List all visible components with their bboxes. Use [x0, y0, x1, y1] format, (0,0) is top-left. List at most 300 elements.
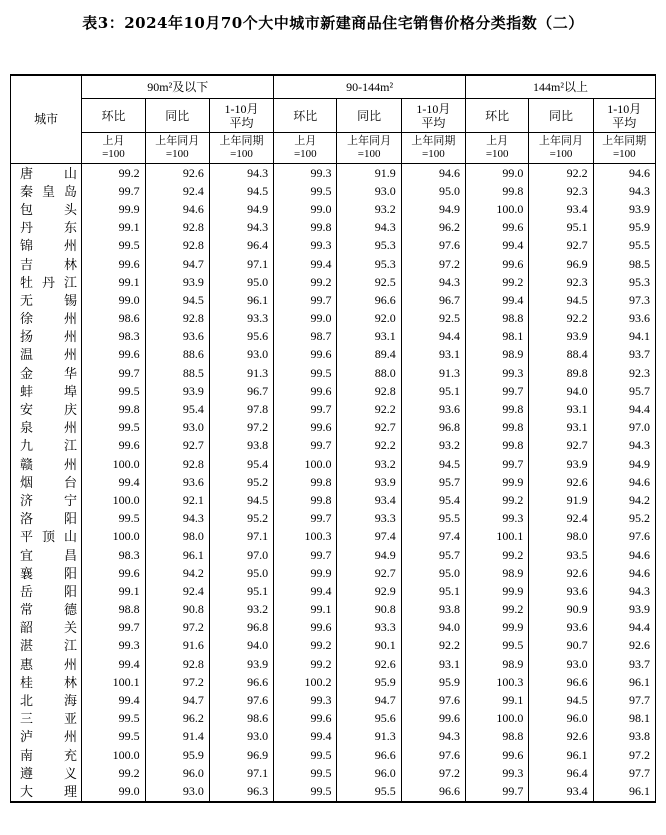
value-cell: 99.1 [274, 601, 337, 619]
value-cell: 99.3 [466, 364, 529, 382]
value-cell: 99.3 [274, 164, 337, 183]
city-cell [11, 637, 82, 655]
value-cell: 95.0 [401, 564, 465, 582]
value-cell: 99.9 [466, 619, 529, 637]
value-cell: 99.8 [274, 491, 337, 509]
value-cell: 95.7 [401, 546, 465, 564]
header-base-row [11, 133, 656, 164]
value-cell: 99.3 [466, 510, 529, 528]
table-row [11, 564, 656, 582]
table-row [11, 601, 656, 619]
value-cell: 99.7 [274, 291, 337, 309]
value-cell: 95.6 [337, 710, 401, 728]
city-char: 岳 [20, 583, 34, 599]
value-cell: 99.2 [466, 546, 529, 564]
city-cell [11, 200, 82, 218]
value-cell: 94.5 [209, 182, 273, 200]
value-cell: 91.4 [145, 728, 209, 746]
base-column-header [337, 133, 401, 164]
value-cell: 99.5 [82, 419, 145, 437]
city-char: 州 [63, 238, 77, 254]
city-char: 赣 [20, 456, 34, 472]
base-header-line: =100 [230, 148, 253, 160]
sub-column-header [401, 99, 465, 133]
value-cell: 93.0 [145, 419, 209, 437]
city-name [20, 639, 77, 652]
city-char: 桂 [20, 674, 34, 690]
value-cell: 96.6 [529, 673, 593, 691]
city-char: 昌 [63, 547, 77, 563]
value-cell: 95.6 [209, 328, 273, 346]
value-cell: 91.3 [401, 364, 465, 382]
value-cell: 92.2 [337, 437, 401, 455]
sub-header-line: 环比 [485, 108, 510, 123]
value-cell: 99.1 [466, 691, 529, 709]
value-cell: 94.9 [337, 546, 401, 564]
city-char: 阳 [63, 583, 77, 599]
city-char: 林 [63, 256, 77, 272]
value-cell: 94.3 [145, 510, 209, 528]
city-name [20, 549, 77, 562]
value-cell: 92.6 [593, 637, 655, 655]
value-cell: 94.3 [593, 182, 655, 200]
city-char: 丹 [20, 220, 34, 236]
sub-column-header [145, 99, 209, 133]
value-cell: 93.0 [209, 728, 273, 746]
city-cell [11, 582, 82, 600]
value-cell: 97.2 [401, 764, 465, 782]
value-cell: 99.8 [466, 419, 529, 437]
base-header-line: 上月 [294, 135, 317, 147]
table-row [11, 510, 656, 528]
city-char: 锦 [20, 238, 34, 254]
city-cell [11, 182, 82, 200]
sub-column-header [82, 99, 145, 133]
value-cell: 94.5 [145, 291, 209, 309]
table-row [11, 728, 656, 746]
city-char: 韶 [20, 620, 34, 636]
value-cell: 96.1 [209, 291, 273, 309]
value-cell: 93.0 [145, 782, 209, 801]
value-cell: 99.6 [274, 419, 337, 437]
city-char: 庆 [63, 402, 77, 418]
sub-header-line: 同比 [357, 108, 382, 123]
base-header-line: 上月 [486, 135, 509, 147]
city-cell [11, 710, 82, 728]
value-cell: 95.0 [209, 564, 273, 582]
city-name [20, 276, 77, 289]
city-cell [11, 400, 82, 418]
city-name [20, 621, 77, 634]
value-cell: 94.7 [337, 691, 401, 709]
value-cell: 93.6 [529, 582, 593, 600]
value-cell: 93.9 [593, 601, 655, 619]
value-cell: 97.1 [209, 528, 273, 546]
sub-column-header [337, 99, 401, 133]
value-cell: 97.7 [593, 764, 655, 782]
value-cell: 98.9 [466, 564, 529, 582]
sub-header-line: 1-10月 [416, 101, 451, 116]
value-cell: 99.5 [82, 728, 145, 746]
table-row [11, 310, 656, 328]
value-cell: 99.7 [274, 400, 337, 418]
city-cell [11, 255, 82, 273]
city-cell [11, 273, 82, 291]
value-cell: 99.6 [274, 710, 337, 728]
city-name [20, 203, 77, 216]
value-cell: 99.5 [274, 364, 337, 382]
value-cell: 96.1 [593, 782, 655, 801]
value-cell: 99.2 [274, 655, 337, 673]
value-cell: 99.5 [82, 382, 145, 400]
value-cell: 99.3 [466, 764, 529, 782]
value-cell: 98.0 [529, 528, 593, 546]
sub-header-line: 平均 [421, 115, 446, 130]
value-cell: 95.1 [401, 382, 465, 400]
value-cell: 92.7 [337, 564, 401, 582]
value-cell: 99.1 [82, 582, 145, 600]
city-char: 扬 [20, 329, 34, 345]
value-cell: 98.5 [593, 255, 655, 273]
city-name [20, 585, 77, 598]
city-char: 大 [20, 783, 34, 799]
city-cell [11, 219, 82, 237]
city-char: 华 [63, 365, 77, 381]
sub-header-line: 同比 [165, 108, 190, 123]
value-cell: 93.2 [337, 200, 401, 218]
value-cell: 99.6 [274, 619, 337, 637]
city-char: 充 [63, 747, 77, 763]
value-cell: 98.6 [209, 710, 273, 728]
value-cell: 99.6 [466, 255, 529, 273]
city-cell [11, 291, 82, 309]
value-cell: 92.0 [337, 310, 401, 328]
value-cell: 100.3 [274, 528, 337, 546]
value-cell: 94.9 [401, 200, 465, 218]
city-name [20, 239, 77, 252]
value-cell: 93.1 [529, 400, 593, 418]
city-char: 州 [63, 420, 77, 436]
value-cell: 100.2 [274, 673, 337, 691]
base-header-line: =100 [102, 148, 125, 160]
value-cell: 94.3 [209, 219, 273, 237]
city-char: 济 [20, 492, 34, 508]
city-cell [11, 546, 82, 564]
city-name [20, 458, 77, 471]
base-header-line: 上年同期 [219, 135, 264, 147]
city-char: 林 [63, 674, 77, 690]
value-cell: 95.7 [593, 382, 655, 400]
value-cell: 93.1 [337, 328, 401, 346]
value-cell: 99.3 [274, 237, 337, 255]
city-char: 宁 [63, 492, 77, 508]
city-char: 秦 [20, 183, 34, 199]
value-cell: 94.1 [593, 328, 655, 346]
value-cell: 94.2 [145, 564, 209, 582]
value-cell: 96.6 [337, 291, 401, 309]
value-cell: 99.7 [274, 510, 337, 528]
city-char: 关 [63, 620, 77, 636]
value-cell: 99.7 [82, 619, 145, 637]
city-char: 牡 [20, 274, 34, 290]
city-cell [11, 328, 82, 346]
value-cell: 92.5 [337, 273, 401, 291]
value-cell: 99.5 [274, 746, 337, 764]
city-char: 遵 [20, 765, 34, 781]
base-header-line: =100 [422, 148, 445, 160]
value-cell: 95.5 [401, 510, 465, 528]
value-cell: 91.9 [337, 164, 401, 183]
value-cell: 99.6 [274, 346, 337, 364]
table-row [11, 782, 656, 801]
value-cell: 96.2 [401, 219, 465, 237]
city-name [20, 694, 77, 707]
value-cell: 96.9 [529, 255, 593, 273]
value-cell: 99.4 [466, 237, 529, 255]
city-name [20, 330, 77, 343]
price-index-table [10, 74, 656, 803]
city-char: 州 [63, 729, 77, 745]
value-cell: 95.3 [337, 255, 401, 273]
value-cell: 92.3 [593, 364, 655, 382]
city-cell [11, 728, 82, 746]
value-cell: 99.9 [82, 200, 145, 218]
city-char: 亚 [63, 711, 77, 727]
header-sub-row [11, 99, 656, 133]
value-cell: 93.9 [529, 455, 593, 473]
value-cell: 98.8 [466, 310, 529, 328]
base-header-line: 上年同月 [155, 135, 200, 147]
value-cell: 93.7 [593, 655, 655, 673]
value-cell: 96.0 [337, 764, 401, 782]
city-char: 岛 [63, 183, 77, 199]
city-cell [11, 619, 82, 637]
value-cell: 99.5 [82, 510, 145, 528]
city-char: 顶 [41, 529, 55, 545]
table-row [11, 764, 656, 782]
city-char: 德 [63, 602, 77, 618]
city-char: 埠 [63, 383, 77, 399]
value-cell: 96.6 [401, 782, 465, 801]
value-cell: 100.0 [466, 710, 529, 728]
value-cell: 93.9 [337, 473, 401, 491]
city-cell [11, 564, 82, 582]
city-char: 平 [20, 529, 34, 545]
city-char: 金 [20, 365, 34, 381]
city-char: 烟 [20, 474, 34, 490]
value-cell: 100.0 [274, 455, 337, 473]
table-row [11, 237, 656, 255]
value-cell: 99.4 [274, 728, 337, 746]
sub-header-line: 平均 [612, 115, 637, 130]
city-char: 吉 [20, 256, 34, 272]
value-cell: 97.4 [337, 528, 401, 546]
value-cell: 92.6 [145, 164, 209, 183]
table-row [11, 655, 656, 673]
value-cell: 94.0 [401, 619, 465, 637]
value-cell: 99.5 [274, 182, 337, 200]
city-cell [11, 310, 82, 328]
value-cell: 93.6 [145, 328, 209, 346]
value-cell: 96.2 [145, 710, 209, 728]
table-row [11, 473, 656, 491]
value-cell: 99.6 [82, 255, 145, 273]
value-cell: 92.6 [337, 655, 401, 673]
city-cell [11, 782, 82, 801]
value-cell: 92.4 [145, 182, 209, 200]
value-cell: 96.7 [401, 291, 465, 309]
value-cell: 95.9 [401, 673, 465, 691]
value-cell: 99.7 [466, 382, 529, 400]
city-char: 唐 [20, 165, 34, 181]
value-cell: 89.4 [337, 346, 401, 364]
value-cell: 91.3 [209, 364, 273, 382]
city-name [20, 494, 77, 507]
value-cell: 100.1 [82, 673, 145, 691]
value-cell: 99.7 [274, 546, 337, 564]
value-cell: 99.1 [82, 273, 145, 291]
base-column-header [145, 133, 209, 164]
value-cell: 92.9 [337, 582, 401, 600]
value-cell: 97.2 [401, 255, 465, 273]
sub-column-header [466, 99, 529, 133]
value-cell: 94.6 [593, 546, 655, 564]
city-char: 三 [20, 711, 34, 727]
city-char: 义 [63, 765, 77, 781]
value-cell: 95.5 [337, 782, 401, 801]
city-char: 阳 [63, 565, 77, 581]
value-cell: 97.6 [593, 528, 655, 546]
value-cell: 99.4 [82, 473, 145, 491]
value-cell: 93.6 [593, 310, 655, 328]
value-cell: 92.7 [145, 437, 209, 455]
value-cell: 91.6 [145, 637, 209, 655]
base-header-line: 上月 [102, 135, 125, 147]
value-cell: 92.6 [529, 728, 593, 746]
value-cell: 100.0 [82, 455, 145, 473]
city-cell [11, 601, 82, 619]
city-name [20, 385, 77, 398]
city-cell [11, 473, 82, 491]
table-row [11, 673, 656, 691]
city-char: 东 [63, 220, 77, 236]
table-row [11, 346, 656, 364]
value-cell: 96.9 [209, 746, 273, 764]
value-cell: 99.0 [274, 310, 337, 328]
city-cell [11, 510, 82, 528]
city-cell [11, 655, 82, 673]
page-title: 表3：2024年10月70个大中城市新建商品住宅销售价格分类指数（二） [82, 14, 584, 32]
city-char: 湛 [20, 638, 34, 654]
sub-column-header [209, 99, 273, 133]
value-cell: 97.0 [593, 419, 655, 437]
value-cell: 93.6 [145, 473, 209, 491]
value-cell: 96.4 [209, 237, 273, 255]
base-header-line: =100 [485, 148, 509, 160]
city-char: 州 [63, 329, 77, 345]
city-char: 头 [63, 201, 77, 217]
value-cell: 93.6 [401, 400, 465, 418]
base-column-header [82, 133, 145, 164]
city-cell [11, 437, 82, 455]
value-cell: 95.1 [209, 582, 273, 600]
value-cell: 88.0 [337, 364, 401, 382]
value-cell: 94.9 [593, 455, 655, 473]
value-cell: 95.9 [145, 746, 209, 764]
city-char: 泸 [20, 729, 34, 745]
value-cell: 99.5 [82, 237, 145, 255]
city-name [20, 712, 77, 725]
value-cell: 91.3 [337, 728, 401, 746]
value-cell: 99.6 [82, 346, 145, 364]
group-header: 90-144m² [274, 75, 466, 99]
value-cell: 88.6 [145, 346, 209, 364]
city-cell [11, 746, 82, 764]
value-cell: 94.5 [529, 291, 593, 309]
table-row [11, 582, 656, 600]
value-cell: 99.9 [274, 564, 337, 582]
city-char: 锡 [63, 292, 77, 308]
value-cell: 93.5 [529, 546, 593, 564]
base-header-line: 上年同月 [538, 135, 583, 147]
value-cell: 96.1 [593, 673, 655, 691]
value-cell: 92.6 [529, 473, 593, 491]
city-name [20, 476, 77, 489]
city-cell [11, 364, 82, 382]
value-cell: 100.0 [82, 491, 145, 509]
value-cell: 99.2 [82, 764, 145, 782]
city-char: 海 [63, 693, 77, 709]
city-char: 无 [20, 292, 34, 308]
city-name [20, 730, 77, 743]
table-row [11, 455, 656, 473]
city-cell [11, 382, 82, 400]
value-cell: 88.5 [145, 364, 209, 382]
value-cell: 92.2 [529, 164, 593, 183]
value-cell: 97.6 [401, 237, 465, 255]
value-cell: 99.1 [82, 219, 145, 237]
value-cell: 100.0 [82, 528, 145, 546]
value-cell: 93.2 [337, 455, 401, 473]
value-cell: 94.5 [529, 691, 593, 709]
value-cell: 98.1 [466, 328, 529, 346]
value-cell: 91.9 [529, 491, 593, 509]
value-cell: 97.6 [209, 691, 273, 709]
value-cell: 99.5 [274, 764, 337, 782]
value-cell: 99.7 [82, 364, 145, 382]
table-header [11, 75, 656, 164]
table-row [11, 637, 656, 655]
base-column-header [274, 133, 337, 164]
value-cell: 99.4 [466, 291, 529, 309]
value-cell: 95.5 [593, 237, 655, 255]
value-cell: 93.9 [529, 328, 593, 346]
value-cell: 93.0 [337, 182, 401, 200]
value-cell: 96.8 [401, 419, 465, 437]
value-cell: 94.3 [209, 164, 273, 183]
value-cell: 97.6 [401, 746, 465, 764]
city-char: 山 [63, 529, 77, 545]
value-cell: 92.2 [529, 310, 593, 328]
table-row [11, 710, 656, 728]
value-cell: 95.0 [209, 273, 273, 291]
value-cell: 98.3 [82, 328, 145, 346]
table-row [11, 164, 656, 183]
value-cell: 97.2 [209, 419, 273, 437]
value-cell: 93.1 [401, 655, 465, 673]
value-cell: 100.1 [466, 528, 529, 546]
table-row [11, 546, 656, 564]
